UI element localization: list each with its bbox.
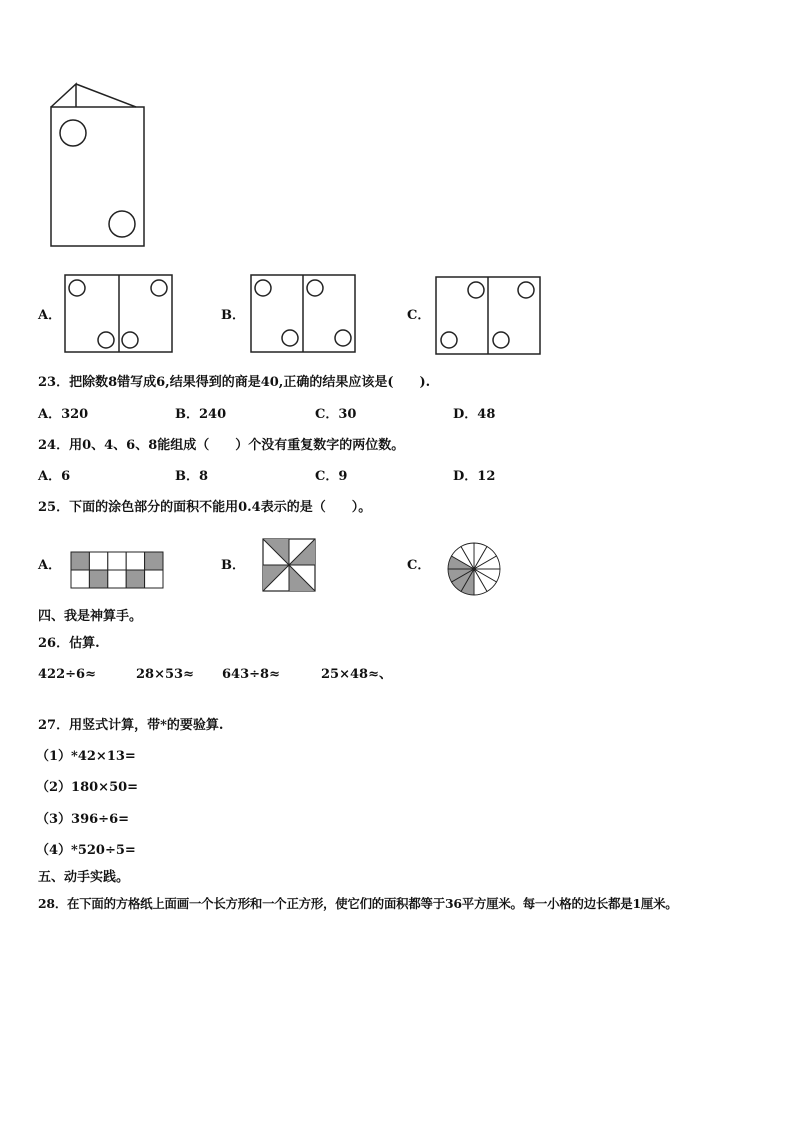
q26-item-3: 643÷8≈ (222, 667, 280, 682)
option-b-label: B． (221, 308, 245, 323)
question-28-stem: 28．在下面的方格纸上面画一个长方形和一个正方形，使它们的面积都等于36平方厘米。每一小格的边长都是1厘米。 (38, 896, 678, 911)
q26-item-2: 28×53≈ (136, 667, 194, 682)
grid-cell (71, 570, 89, 588)
question-26-stem: 26．估算. (38, 636, 100, 651)
shaded-grid-figure (70, 551, 164, 589)
section-4-heading: 四、我是神算手。 (38, 609, 143, 624)
q25-option-b-label: B． (221, 558, 245, 573)
q25-option-c-label: C． (407, 558, 431, 573)
option-c-label: C． (407, 308, 431, 323)
q23-option-a: A．320 (38, 407, 89, 422)
grid-cell (108, 570, 126, 588)
grid-cell-shaded (71, 552, 89, 570)
q27-item-4: （4）*520÷5= (36, 843, 136, 858)
question-25-stem: 25．下面的涂色部分的面积不能用0.4表示的是（ ）。 (38, 500, 372, 515)
option-b-figure (250, 274, 360, 354)
section-5-heading: 五、动手实践。 (38, 870, 130, 885)
q24-option-a: A．6 (38, 469, 71, 484)
q23-option-c: C．30 (315, 407, 357, 422)
q27-item-1: （1）*42×13= (36, 749, 136, 764)
q24-option-c: C．9 (315, 469, 348, 484)
option-a-figure (64, 274, 174, 354)
option-a-label: A． (38, 308, 62, 323)
q24-option-b: B．8 (175, 469, 209, 484)
q26-item-4: 25×48≈、 (321, 667, 392, 682)
question-27-stem: 27．用竖式计算，带*的要验算. (38, 718, 224, 733)
q27-item-2: （2）180×50= (36, 780, 139, 795)
grid-cell-shaded (145, 552, 163, 570)
question-23-stem: 23．把除数8错写成6,结果得到的商是40,正确的结果应该是( ). (38, 375, 431, 390)
pinwheel-square-figure (262, 538, 316, 592)
folded-card-figure (40, 78, 160, 258)
question-24-stem: 24．用0、4、6、8能组成（ ）个没有重复数字的两位数。 (38, 438, 405, 453)
q25-option-a-label: A． (38, 558, 62, 573)
grid-cell-shaded (89, 570, 107, 588)
grid-cell (89, 552, 107, 570)
grid-cell-shaded (126, 570, 144, 588)
q27-item-3: （3）396÷6= (36, 812, 130, 827)
q23-option-d: D．48 (453, 407, 496, 422)
sectored-circle-figure (446, 541, 502, 597)
q24-option-d: D．12 (453, 469, 496, 484)
q23-option-b: B．240 (175, 407, 227, 422)
option-c-figure (435, 276, 545, 356)
grid-cell (126, 552, 144, 570)
grid-cell (108, 552, 126, 570)
q26-item-1: 422÷6≈ (38, 667, 96, 682)
grid-cell (145, 570, 163, 588)
